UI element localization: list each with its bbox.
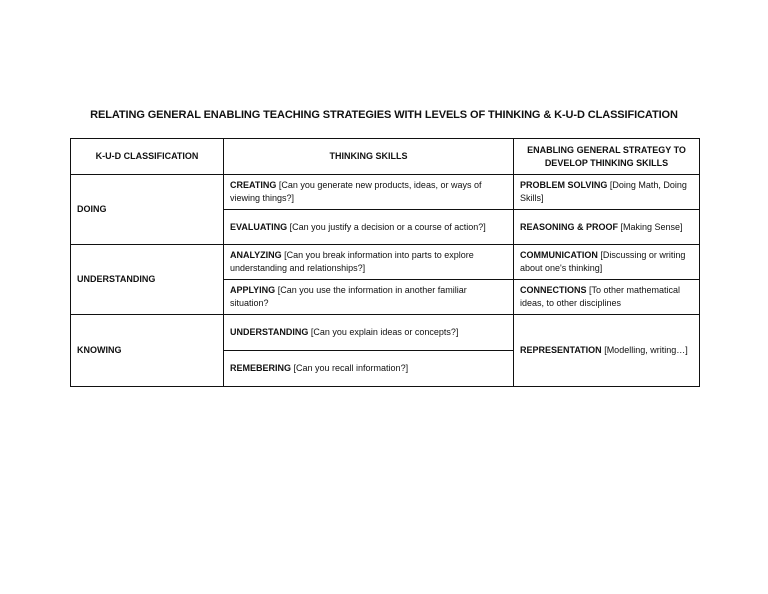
document-title: RELATING GENERAL ENABLING TEACHING STRATEGIES WITH LEVELS OF THINKING & K-U-D CLASSIFICATION <box>90 109 678 121</box>
strategy-keyword: COMMUNICATION <box>520 250 598 260</box>
skill-question: [Can you use the information in another familiar situation? <box>230 285 467 308</box>
skill-cell <box>224 351 514 387</box>
kud-doing: DOING <box>71 175 224 245</box>
kud-knowing: KNOWING <box>71 315 224 387</box>
strategy-cell <box>514 315 700 387</box>
skill-keyword: CREATING <box>230 180 277 190</box>
strategy-detail: [Modelling, writing…] <box>601 345 688 355</box>
skill-question: [Can you recall information?] <box>291 363 409 373</box>
strategy-keyword: PROBLEM SOLVING <box>520 180 608 190</box>
skill-question: [Can you generate new products, ideas, or ways of viewing things?] <box>230 180 482 203</box>
strategy-detail: [To other mathematical ideas, to other disciplines <box>520 285 681 308</box>
header-kud: K-U-D CLASSIFICATION <box>71 139 224 175</box>
skill-cell <box>224 245 514 280</box>
skill-cell <box>224 315 514 351</box>
table-row <box>71 245 700 280</box>
strategy-detail: [Doing Math, Doing Skills] <box>520 180 687 203</box>
skill-question: [Can you explain ideas or concepts?] <box>308 327 459 337</box>
header-row <box>71 139 700 175</box>
table-row <box>71 315 700 351</box>
skill-keyword: UNDERSTANDING <box>230 327 309 337</box>
skill-keyword: REMEBERING <box>230 363 292 373</box>
strategy-detail: [Making Sense] <box>618 221 683 232</box>
strategy-cell <box>514 175 700 210</box>
table-row <box>71 175 700 210</box>
strategy-table <box>70 138 700 387</box>
skill-keyword: EVALUATING <box>230 221 288 232</box>
skill-cell <box>224 280 514 315</box>
strategy-keyword: REPRESENTATION <box>520 345 602 355</box>
strategy-cell <box>514 245 700 280</box>
strategy-keyword: CONNECTIONS <box>520 285 587 295</box>
header-thinking-skills: THINKING SKILLS <box>224 139 514 175</box>
strategy-detail: [Discussing or writing about one's thinking] <box>520 250 686 273</box>
skill-cell <box>224 175 514 210</box>
header-strategy: ENABLING GENERAL STRATEGY TO DEVELOP THINKING SKILLS <box>514 139 700 175</box>
skill-keyword: APPLYING <box>230 285 276 295</box>
skill-question: [Can you justify a decision or a course of action?] <box>287 221 486 232</box>
strategy-cell <box>514 210 700 245</box>
skill-question: [Can you break information into parts to explore understanding and relationships?] <box>230 250 474 273</box>
strategy-keyword: REASONING & PROOF <box>520 221 619 232</box>
kud-understanding: UNDERSTANDING <box>71 245 224 315</box>
skill-cell <box>224 210 514 245</box>
skill-keyword: ANALYZING <box>230 250 282 260</box>
strategy-cell <box>514 280 700 315</box>
